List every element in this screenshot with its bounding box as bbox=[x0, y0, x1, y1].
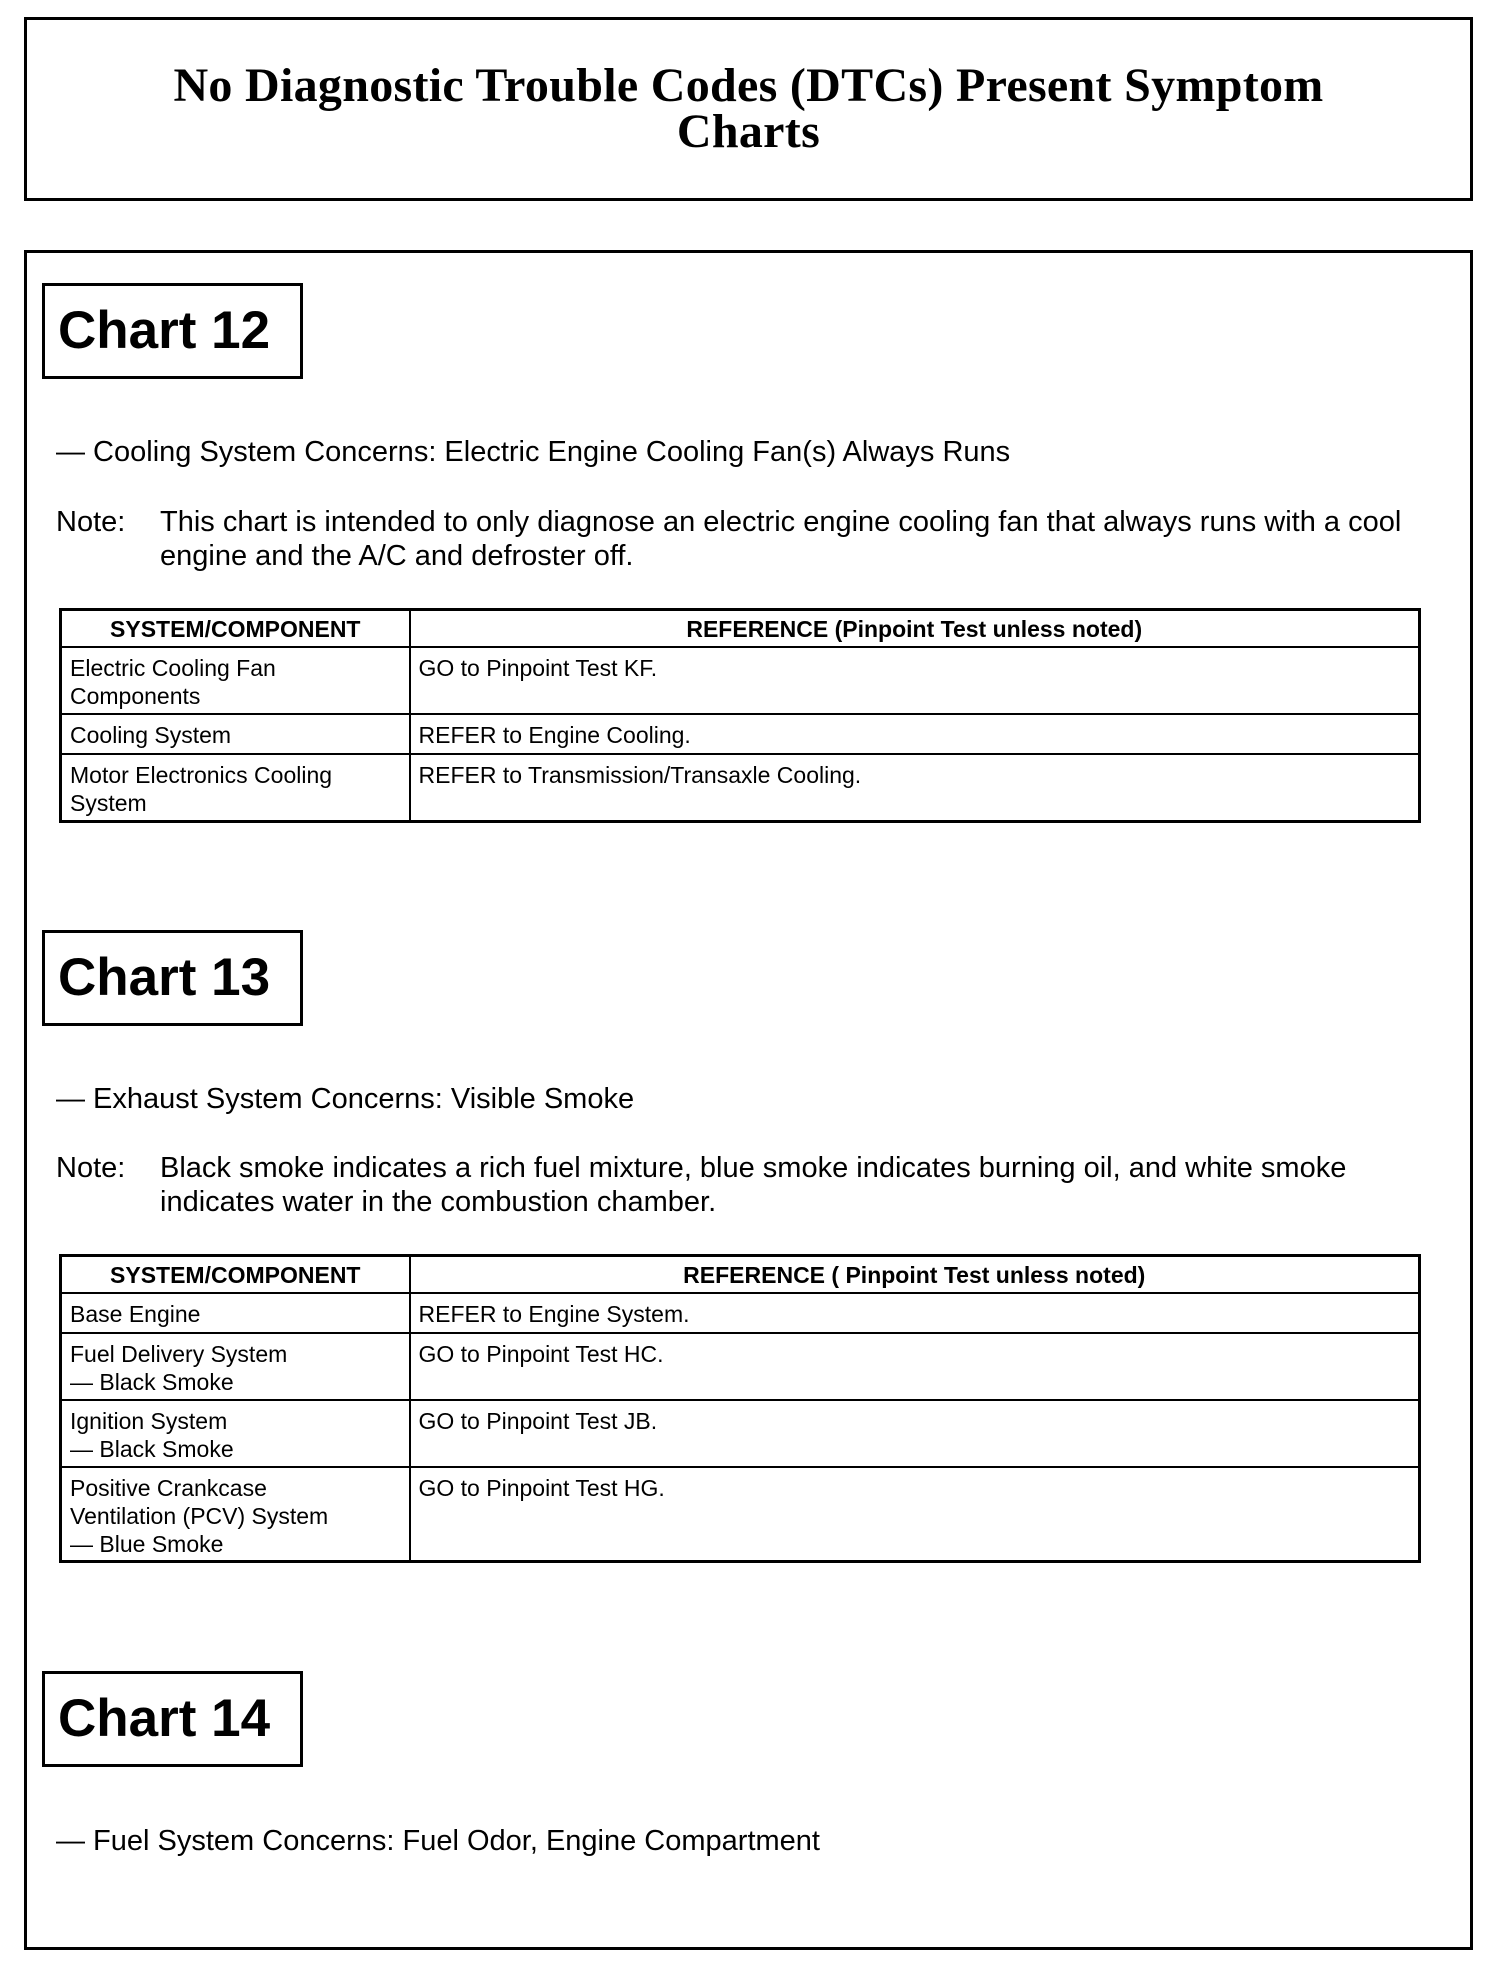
table-row bbox=[61, 754, 1420, 821]
column-header: SYSTEM/COMPONENT bbox=[61, 1256, 410, 1294]
system-line: Ventilation (PCV) System bbox=[70, 1503, 329, 1529]
system-line: Ignition System bbox=[70, 1408, 228, 1434]
reference-cell: GO to Pinpoint Test HG. bbox=[410, 1467, 1420, 1562]
chart-14-label: Chart 14 bbox=[42, 1671, 303, 1767]
table-row bbox=[61, 647, 1420, 714]
chart-13-label: Chart 13 bbox=[42, 930, 303, 1026]
system-cell bbox=[61, 1333, 410, 1400]
reference-cell: REFER to Transmission/Transaxle Cooling. bbox=[410, 754, 1420, 821]
chart-12-note bbox=[56, 505, 1446, 573]
chart-13-table bbox=[59, 1254, 1421, 1563]
document-title: No Diagnostic Trouble Codes (DTCs) Present Symptom Charts bbox=[173, 59, 1324, 158]
system-cell bbox=[61, 714, 410, 754]
system-line: — Blue Smoke bbox=[70, 1531, 224, 1557]
system-cell bbox=[61, 1467, 410, 1562]
system-line: Cooling System bbox=[70, 722, 232, 748]
system-cell bbox=[61, 754, 410, 821]
table-header-row bbox=[61, 610, 1420, 648]
system-cell bbox=[61, 1400, 410, 1467]
system-line: Fuel Delivery System bbox=[70, 1341, 288, 1367]
system-line: Components bbox=[70, 683, 201, 709]
chart-12-table bbox=[59, 608, 1421, 823]
table-row bbox=[61, 1400, 1420, 1467]
chart-13-note bbox=[56, 1151, 1446, 1219]
column-header: REFERENCE ( Pinpoint Test unless noted) bbox=[410, 1256, 1420, 1294]
system-line: Motor Electronics Cooling bbox=[70, 762, 333, 788]
note-text: Black smoke indicates a rich fuel mixture, blue smoke indicates burning oil, and white smoke indicates water in the combustion chamber. bbox=[160, 1152, 1347, 1218]
table-header-row bbox=[61, 1256, 1420, 1294]
reference-cell: GO to Pinpoint Test KF. bbox=[410, 647, 1420, 714]
reference-cell: REFER to Engine System. bbox=[410, 1293, 1420, 1333]
system-line: — Black Smoke bbox=[70, 1436, 234, 1462]
system-line: Positive Crankcase bbox=[70, 1475, 267, 1501]
chart-13-concern: — Exhaust System Concerns: Visible Smoke bbox=[56, 1083, 635, 1115]
system-line: — Black Smoke bbox=[70, 1369, 234, 1395]
note-label: Note: bbox=[56, 1152, 126, 1184]
table-row bbox=[61, 1467, 1420, 1562]
reference-cell: GO to Pinpoint Test JB. bbox=[410, 1400, 1420, 1467]
table-row bbox=[61, 1333, 1420, 1400]
column-header: SYSTEM/COMPONENT bbox=[61, 610, 410, 648]
table-row bbox=[61, 1293, 1420, 1333]
note-label: Note: bbox=[56, 506, 126, 538]
reference-cell: GO to Pinpoint Test HC. bbox=[410, 1333, 1420, 1400]
system-cell bbox=[61, 1293, 410, 1333]
system-line: Electric Cooling Fan bbox=[70, 655, 276, 681]
chart-14-concern: — Fuel System Concerns: Fuel Odor, Engine Compartment bbox=[56, 1825, 820, 1857]
system-line: System bbox=[70, 790, 147, 816]
table-row bbox=[61, 714, 1420, 754]
note-text: This chart is intended to only diagnose an electric engine cooling fan that always runs with a cool engine and the A/C and defroster off. bbox=[160, 506, 1402, 572]
reference-cell: REFER to Engine Cooling. bbox=[410, 714, 1420, 754]
column-header: REFERENCE (Pinpoint Test unless noted) bbox=[410, 610, 1420, 648]
chart-12-concern: — Cooling System Concerns: Electric Engine Cooling Fan(s) Always Runs bbox=[56, 436, 1011, 468]
system-line: Base Engine bbox=[70, 1301, 201, 1327]
system-cell bbox=[61, 647, 410, 714]
chart-12-label: Chart 12 bbox=[42, 283, 303, 379]
document-title-box bbox=[24, 17, 1473, 201]
